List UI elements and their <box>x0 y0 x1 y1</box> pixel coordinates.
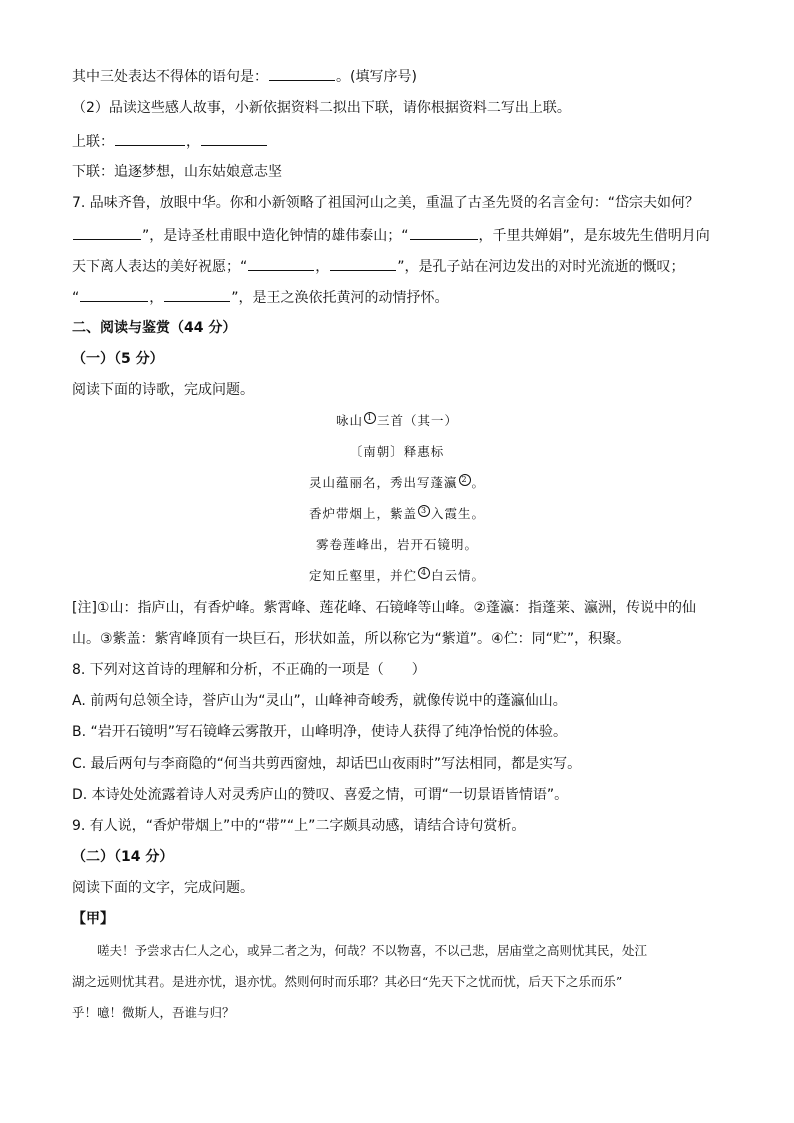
passage-line: 嗟夫！予尝求古仁人之心，或异二者之为，何哉？不以物喜，不以己悲，居庙堂之高则忧其民，处江 <box>72 943 648 958</box>
answer-blank[interactable] <box>330 256 396 271</box>
q7-stem: 7. 品味齐鲁，放眼中华。你和小新领略了祖国河山之美，重温了古圣先贤的名言金句：“岱宗夫如何？ <box>72 195 700 211</box>
q7-text: ”，是诗圣杜甫眼中造化钟情的雄伟泰山；“ <box>142 228 409 244</box>
footnote-mark: 4 <box>418 567 430 579</box>
q7-text: ，千里共婵娟”，是东坡先生借明月向 <box>478 228 710 244</box>
answer-blank[interactable] <box>73 225 141 240</box>
poem-title-text: 咏山 <box>335 413 363 428</box>
q6-sub-question: （2）品读这些感人故事，小新依据资料二拟出下联，请你根据资料二写出上联。 <box>72 100 571 116</box>
poem-line <box>0 504 794 522</box>
q8-stem: 8. 下列对这首诗的理解和分析，不正确的一项是（ ） <box>72 662 426 678</box>
q9-stem: 9. 有人说，“香炉带烟上”中的“带”“上”二字颇具动感，请结合诗句赏析。 <box>72 818 526 834</box>
q6-lower-couplet: 下联：追逐梦想，山东姑娘意志坚 <box>72 164 282 180</box>
q7-text: ， <box>315 259 330 275</box>
q7-text: ”，是王之涣依托黄河的动情抒怀。 <box>231 290 449 306</box>
q7-line2 <box>72 225 734 246</box>
poem-line: 雾卷莲峰出，岩开石镜明。 <box>315 537 478 552</box>
poem-text: 入霞生。 <box>431 506 486 521</box>
q7-line4 <box>72 287 734 308</box>
answer-blank[interactable] <box>269 66 335 81</box>
footnote-mark: 3 <box>418 505 430 517</box>
option-c[interactable]: C. 最后两句与李商隐的“何当共剪西窗烛，却话巴山夜雨时”写法相同，都是实写。 <box>72 756 582 772</box>
answer-blank[interactable] <box>410 225 478 240</box>
poem-line <box>0 566 794 584</box>
answer-blank[interactable] <box>248 256 314 271</box>
q6-hint: 。(填写序号) <box>336 69 417 85</box>
poem-title <box>0 411 794 429</box>
q7-line3 <box>72 256 734 277</box>
option-b[interactable]: B. “岩开石镜明”写石镜峰云雾散开，山峰明净，使诗人获得了纯净怡悦的体验。 <box>72 724 568 740</box>
q7-text: ， <box>149 290 164 306</box>
poem-text: 白云情。 <box>431 568 486 583</box>
q7-text: ”，是孔子站在河边发出的对时光流逝的慨叹； <box>397 259 685 275</box>
section-title: 二、阅读与鉴赏（44 分） <box>72 320 237 336</box>
poem-text: 香炉带烟上，紫盖 <box>308 506 417 521</box>
answer-blank[interactable] <box>115 131 185 146</box>
poem-line <box>0 473 794 491</box>
passage-line: 乎！噫！微斯人，吾谁与归？ <box>72 1005 235 1020</box>
passage-label: 【甲】 <box>72 911 114 927</box>
part-title: （一）（5 分） <box>72 351 164 367</box>
poem-author: 〔南朝〕释惠标 <box>349 444 445 459</box>
reading-instruction: 阅读下面的诗歌，完成问题。 <box>72 382 254 398</box>
poem-notes: [注]①山：指庐山，有香炉峰。紫霄峰、莲花峰、石镜峰等山峰。②蓬瀛：指蓬莱、瀛洲，传说中的仙 <box>72 600 697 616</box>
poem-text: 定知丘壑里，并伫 <box>308 568 417 583</box>
q6-prompt: 其中三处表达不得体的语句是： <box>72 69 268 85</box>
upper-sep: ， <box>186 134 200 150</box>
upper-label: 上联： <box>72 134 114 150</box>
passage-line: 湖之远则忧其君。是进亦忧，退亦忧。然则何时而乐耶？其必曰“先天下之忧而忧，后天下之乐而乐” <box>72 974 623 989</box>
footnote-mark: 1 <box>364 412 376 424</box>
q6-answer-line <box>72 66 734 87</box>
q7-text: 天下离人表达的美好祝愿；“ <box>72 259 248 275</box>
part-title: （二）（14 分） <box>72 849 174 865</box>
poem-title-text: 三首（其一） <box>377 413 459 428</box>
option-d[interactable]: D. 本诗处处流露着诗人对灵秀庐山的赞叹、喜爱之情，可谓“一切景语皆情语”。 <box>72 787 569 803</box>
poem-text: 灵山蕴丽名，秀出写蓬瀛 <box>308 475 458 490</box>
q7-text: “ <box>72 290 80 306</box>
footnote-mark: 2 <box>459 474 471 486</box>
poem-text: 。 <box>471 475 486 490</box>
option-a[interactable]: A. 前两句总领全诗，誉庐山为“灵山”，山峰神奇峻秀，就像传说中的蓬瀛仙山。 <box>72 693 567 709</box>
q6-upper-couplet <box>72 131 734 152</box>
answer-blank[interactable] <box>201 131 267 146</box>
answer-blank[interactable] <box>164 287 230 302</box>
poem-notes: 山。③紫盖：紫宵峰顶有一块巨石，形状如盖，所以称它为“紫道”。④伫：同“贮”，积聚。 <box>72 631 631 647</box>
reading-instruction: 阅读下面的文字，完成问题。 <box>72 880 254 896</box>
answer-blank[interactable] <box>80 287 148 302</box>
